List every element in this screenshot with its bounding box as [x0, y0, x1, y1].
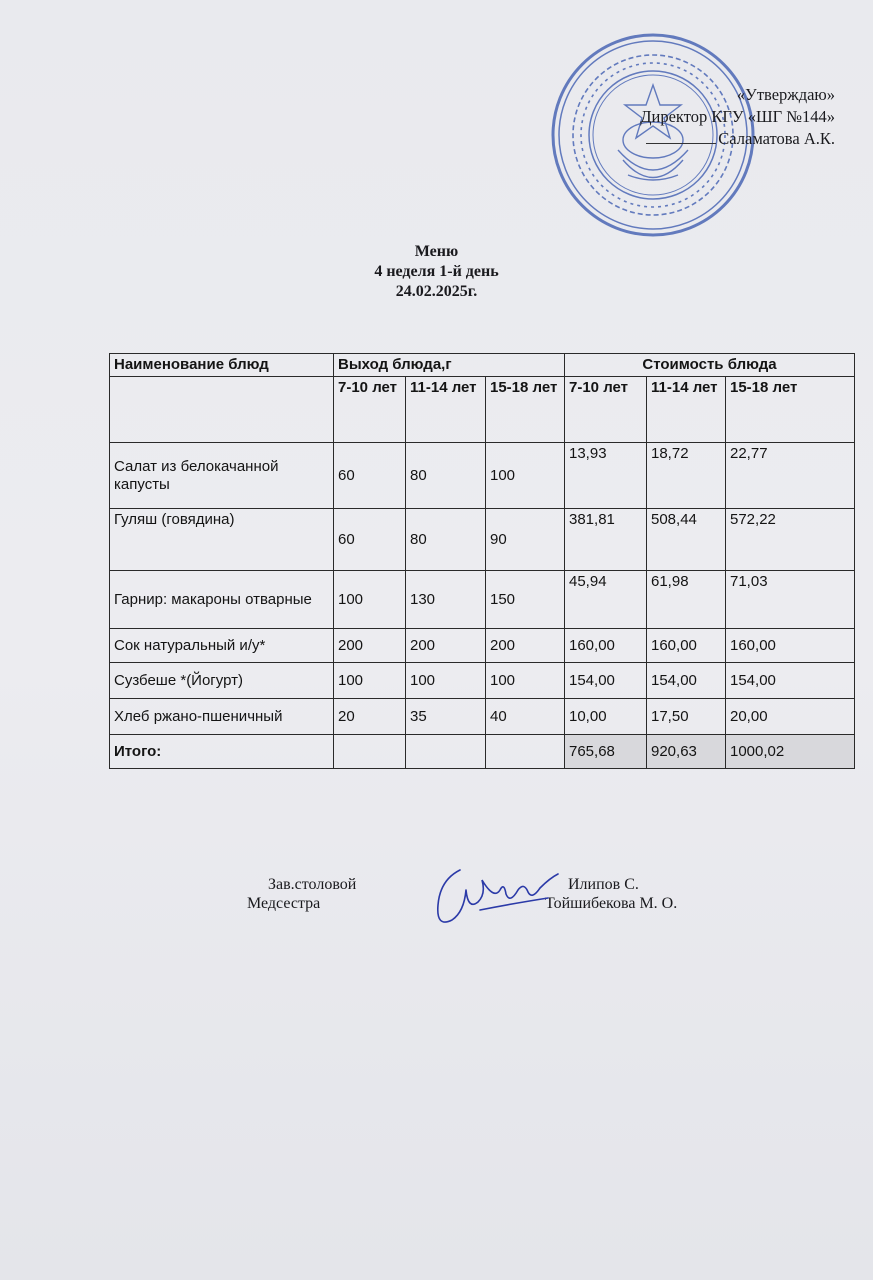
output-cell: 100 [486, 443, 565, 509]
footer-name-2: Тойшибекова М. О. [545, 895, 678, 912]
header-name: Наименование блюд [110, 354, 334, 377]
cost-cell: 13,93 [565, 443, 647, 509]
total-cost-cell: 765,68 [565, 735, 647, 769]
total-cost-cell: 1000,02 [726, 735, 855, 769]
menu-table [109, 353, 855, 769]
subheader-cell: 11-14 лет [647, 377, 726, 443]
table-row [110, 663, 855, 699]
output-cell: 100 [486, 663, 565, 699]
table-row [110, 509, 855, 571]
cost-cell: 572,22 [726, 509, 855, 571]
output-cell: 130 [406, 571, 486, 629]
cost-cell: 508,44 [647, 509, 726, 571]
output-cell: 100 [334, 571, 406, 629]
output-cell: 80 [406, 509, 486, 571]
document-title [0, 242, 873, 302]
total-empty-cell [486, 735, 565, 769]
table-header-row [110, 354, 855, 377]
approval-line-1: «Утверждаю» [736, 85, 835, 104]
cost-cell: 71,03 [726, 571, 855, 629]
approval-line-2: Директор КГУ «ШГ №144» [640, 107, 835, 126]
cost-cell: 10,00 [565, 699, 647, 735]
total-row [110, 735, 855, 769]
output-cell: 90 [486, 509, 565, 571]
output-cell: 100 [406, 663, 486, 699]
title-line-2: 4 неделя 1-й день [374, 263, 499, 280]
approval-block [640, 84, 835, 150]
cost-cell: 18,72 [647, 443, 726, 509]
header-output: Выход блюда,г [334, 354, 565, 377]
approver-name: Саламатова А.К. [718, 129, 835, 148]
title-line-3: 24.02.2025г. [395, 283, 478, 300]
total-label: Итого: [110, 735, 334, 769]
output-cell: 60 [334, 509, 406, 571]
cost-cell: 17,50 [647, 699, 726, 735]
subheader-cell: 7-10 лет [565, 377, 647, 443]
output-cell: 150 [486, 571, 565, 629]
table-row [110, 629, 855, 663]
output-cell: 100 [334, 663, 406, 699]
title-line-1: Меню [414, 243, 459, 260]
subheader-cell: 15-18 лет [726, 377, 855, 443]
dish-name: Салат из белокачанной капусты [110, 443, 334, 509]
approval-line-3 [640, 128, 835, 150]
cost-cell: 154,00 [726, 663, 855, 699]
cost-cell: 45,94 [565, 571, 647, 629]
cost-cell: 381,81 [565, 509, 647, 571]
footer-role-1: Зав.столовой [268, 876, 357, 893]
dish-name: Хлеб ржано-пшеничный [110, 699, 334, 735]
dish-name: Гарнир: макароны отварные [110, 571, 334, 629]
cost-cell: 20,00 [726, 699, 855, 735]
output-cell: 20 [334, 699, 406, 735]
output-cell: 200 [486, 629, 565, 663]
cost-cell: 154,00 [647, 663, 726, 699]
cost-cell: 160,00 [647, 629, 726, 663]
output-cell: 35 [406, 699, 486, 735]
handwritten-signature-icon [420, 860, 570, 940]
subheader-cell: 15-18 лет [486, 377, 565, 443]
output-cell: 200 [406, 629, 486, 663]
table-subheader-row [110, 377, 855, 443]
dish-name: Гуляш (говядина) [110, 509, 334, 571]
footer-role-2: Медсестра [247, 895, 321, 912]
header-cost: Стоимость блюда [565, 354, 855, 377]
total-empty-cell [334, 735, 406, 769]
subheader-cell: 7-10 лет [334, 377, 406, 443]
total-cost-cell: 920,63 [647, 735, 726, 769]
output-cell: 40 [486, 699, 565, 735]
cost-cell: 160,00 [565, 629, 647, 663]
output-cell: 200 [334, 629, 406, 663]
cost-cell: 160,00 [726, 629, 855, 663]
dish-name: Сок натуральный и/у* [110, 629, 334, 663]
output-cell: 60 [334, 443, 406, 509]
table-row [110, 443, 855, 509]
dish-name: Сузбеше *(Йогурт) [110, 663, 334, 699]
cost-cell: 154,00 [565, 663, 647, 699]
output-cell: 80 [406, 443, 486, 509]
table-row [110, 699, 855, 735]
footer-name-1: Илипов С. [568, 876, 639, 893]
total-empty-cell [406, 735, 486, 769]
table-row [110, 571, 855, 629]
subheader-empty [110, 377, 334, 443]
cost-cell: 22,77 [726, 443, 855, 509]
subheader-cell: 11-14 лет [406, 377, 486, 443]
cost-cell: 61,98 [647, 571, 726, 629]
signature-line [646, 131, 716, 144]
